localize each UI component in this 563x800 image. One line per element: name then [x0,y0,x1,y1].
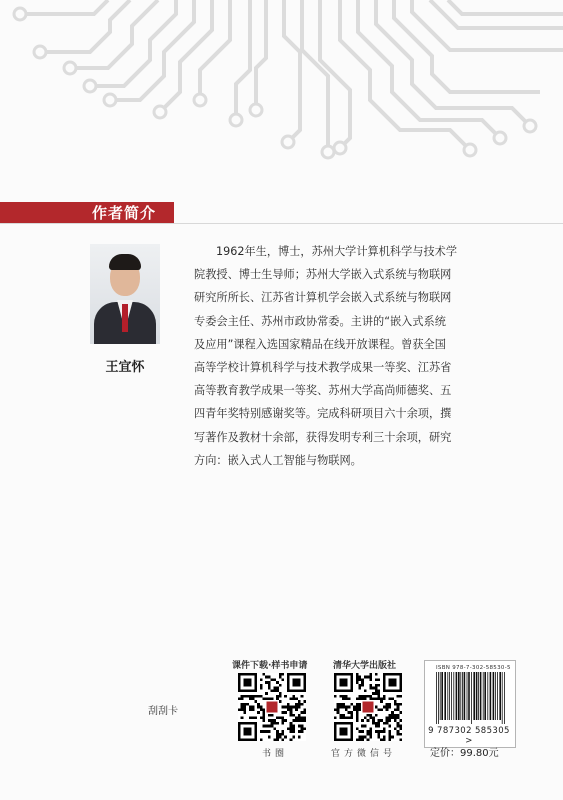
bio-line: 院教授、博士生导师；苏州大学嵌入式系统与物联网 [194,268,452,282]
qr-code-wechat[interactable] [334,673,402,741]
author-photo [90,244,160,344]
bio-line: 四青年奖特别感谢奖等。完成科研项目六十余项，撰 [194,407,452,421]
bio-line: 写著作及教材十余部，获得发明专利三十余项，研究 [194,430,452,444]
isbn-text: ISBN 978-7-302-58530-5 [436,665,511,671]
bio-line: 高等学校计算机科学与技术教学成果一等奖、江苏省 [194,361,452,375]
barcode-icon [435,672,507,724]
bio-line: 高等教育教学成果一等奖、苏州大学高尚师德奖、五 [194,384,452,398]
author-name: 王宜怀 [105,360,145,375]
bio-line: 1962年生，博士，苏州大学计算机科学与技术学 [216,245,458,258]
author-bio [194,240,458,472]
qr-top-label: 清华大学出版社 [333,661,397,671]
price-label: 定价：99.80元 [430,748,499,759]
barcode-digits: 9 787302 585305 > [428,726,510,746]
bio-line: 专委会主任、苏州市政协常委。主讲的“嵌入式系统 [194,314,446,328]
bio-line: 研究所所长、江苏省计算机学会嵌入式系统与物联网 [194,291,452,305]
qr-top-label: 课件下载·样书申请 [232,661,308,671]
section-title: 作者简介 [92,204,157,222]
bio-line: 方向：嵌入式人工智能与物联网。 [194,453,362,467]
qr-bottom-label: 书圈 [262,749,289,759]
qr-bottom-label: 官方微信号 [331,749,397,759]
scratch-card-label: 刮刮卡 [148,706,178,717]
circuit-pattern-decoration [0,0,563,180]
bio-line: 及应用”课程入选国家精品在线开放课程。曾获全国 [194,337,446,351]
section-divider [0,223,563,224]
qr-code-shuquan[interactable] [238,673,306,741]
